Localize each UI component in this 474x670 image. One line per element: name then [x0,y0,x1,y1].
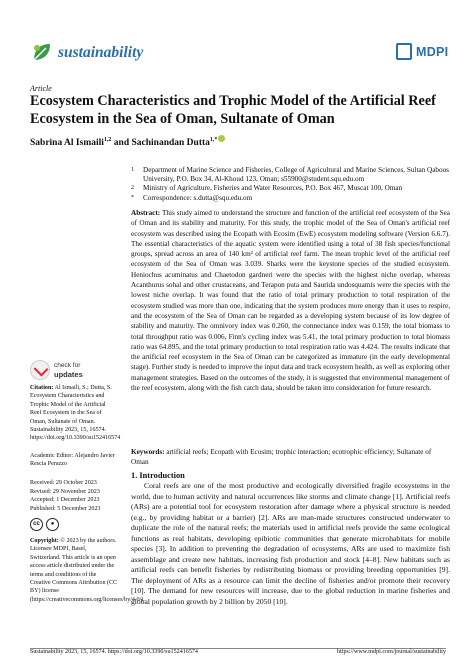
copyright [30,537,145,604]
affiliation-text: Department of Marine Science and Fisheries, College of Agricultural and Marine Sciences, Sultan Qaboos University, P.O. Box 34, Al-Khoud 123, Oman; s55900@student.squ.edu.om [143,166,449,184]
author-name[interactable]: Sachinandan Dutta [131,138,210,148]
affiliation-item [131,184,451,193]
date-received: Received: 29 October 2023 [30,480,97,486]
author-line [30,135,225,148]
footer-citation[interactable]: Sustainability 2023, 15, 16574. https://doi.org/10.3390/su152416574 [30,649,198,655]
copyright-label: Copyright: [30,538,59,544]
footer-journal-link[interactable]: https://www.mdpi.com/journal/sustainability [337,649,446,655]
affiliation-item [131,194,451,203]
date-published: Published: 5 December 2023 [30,506,101,513]
affiliation-text: Ministry of Agriculture, Fisheries and Water Resources, P.O. Box 467, Muscat 100, Oman [143,184,403,193]
journal-name[interactable]: sustainability [58,44,144,61]
check-updates-icon [30,360,50,380]
date-revised: Revised: 29 November 2023 [30,488,100,495]
mdpi-logo-text: MDPI [416,45,449,59]
academic-editor-name: Alejandro Javier Rescia Perazzo [30,453,115,468]
abstract-label: Abstract: [131,209,161,217]
academic-editor-label: Academic Editor: [30,453,74,459]
affiliation-marker: 2 [131,185,134,192]
section-heading: 1. Introduction [131,471,185,480]
introduction-text: Coral reefs are one of the most productive and ecologically diversified fragile ecosystems in the world, due to human activity and natural occurrences like storms and climate change [1]. Artificial reefs (ARs) are a potential tool for ecosystem restoration after damage where a physical structure is needed (e.g., by providing habitat or a barrier) [2]. ARs are man-made structures constructed underwater to duplicate the role of the natural reefs; the materials used in artificial reefs provide the same ecological functions as real habitats, developing epibiotic communities that generate microhabitats for mobile species [3]. In addition to preventing the degradation of ecosystems, ARs are used to maximize fish assemblage and create new habitats, increasing fish production and stock [4–8]. New habitats such as artificial reefs can benefit fisheries by redistributing biomass or providing breeding opportunities [9]. The deployment of ARs as a resource can limit the decline of fisheries and/or promote their recovery [10]. The demand for new resources will increase, due to the global reduction in marine fisheries and global population growth by 2 billion by 2050 [10]. [131,481,450,607]
citation-label: Citation: [30,385,54,391]
check-updates-line2: updates [54,370,83,379]
article-type: Article [30,84,52,93]
copyright-text: © 2023 by the authors. Licensee MDPI, Basel, Switzerland. This article is an open access article distributed under the terms and conditions of the Creative Commons Attribution (CC BY) license (https://creativecommons.org/licenses/by/4.0/). [30,538,145,603]
citation-text[interactable]: Al Ismaili, S.; Dutta, S. Ecosystem Characteristics and Trophic Model of the Artificial Reef Ecosystem in the Sea of Oman, Sultanate of Oman. Sustainability 2023, 15, 16574. https://doi.org/10.3390/su152416574 [30,385,121,442]
affiliation-marker: * [131,194,134,201]
orcid-icon[interactable] [218,135,225,142]
date-accepted: Accepted: 1 December 2023 [30,497,100,504]
keywords-text: artificial reefs; Ecopath with Ecosim; trophic interaction; ecotrophic efficiency; Sultanate of Oman [131,448,432,466]
article-title: Ecosystem Characteristics and Trophic Model of the Artificial Reef Ecosystem in the Sea of Oman, Sultanate of Oman [30,93,436,127]
author-affiliation-marker: 1,2 [103,136,112,143]
keywords [131,447,450,467]
author-name[interactable]: Sabrina Al Ismaili [30,138,104,148]
affiliation-item [131,166,451,184]
citation [30,384,121,443]
sustainability-logo-icon [30,40,54,64]
keywords-label: Keywords: [131,448,165,456]
check-updates-line1: check for [54,362,81,369]
publication-dates [30,479,118,514]
author-separator: and [111,138,132,148]
check-updates-button[interactable] [30,360,100,382]
affiliations [131,166,451,203]
affiliation-marker: 1 [131,167,134,173]
author-affiliation-marker: 1,* [209,136,218,143]
abstract [131,208,450,393]
academic-editor [30,452,118,469]
mdpi-logo-icon[interactable] [396,42,449,62]
affiliation-text: Correspondence: s.dutta@squ.edu.om [143,193,253,202]
cc-by-icon[interactable]: cc ● [30,518,70,532]
abstract-text: This study aimed to understand the structure and function of the artificial reef ecosystem of the Sea of Oman and its stability and maturity. For this study, the trophic model of the Sea of Oman's artificial reef ecosystem was described using the Ecopath with Ecosim (EwE) ecosystem modeling software (Version 6.6.7). The essential characteristics of the aquatic system were identified using a total of 38 fish species/functional groups, spread across an area of 140 km² of artificial reef farm. The mean trophic level of the artificial reef ecosystem of the Sea of Oman was 3.039. Sharks were the keystone species of the studied ecosystem. Heniochus acuminatus and Chaetodon gardneri were the species with the highest niche overlap, whereas Acanthurus sohal and other crustaceans, and Terapon puta and Saurida undosquamis were the species with the lowest niche overlap. It was found that the ratio of total primary production to total respiration of the ecosystem studied was more than one, indicating that the system produces more energy than it uses to respire, and the ecosystem of the Sea of Oman can be regarded as a developing system because of its low degree of stability and maturity. The omnivory index was 0.260, the connectance index was 0.159, the total biomass to total throughput ratio was 0.006, Finn's cycling index was 5.41, the total primary production to total biomass ratio was 64.895, and the total primary production to total respiration ratio was 4.424. The results indicate that the artificial reef ecosystem in the Sea of Oman can be categorized as immature (in the early developmental stage). Further study is needed to improve the input data and track ecosystem health, as well as exploring other management strategies. Based on the outcomes of the study, it is suggested that environmental management of the reef ecosystem, along with the fish catch data, should be taken into consideration for future research. [131,209,450,393]
